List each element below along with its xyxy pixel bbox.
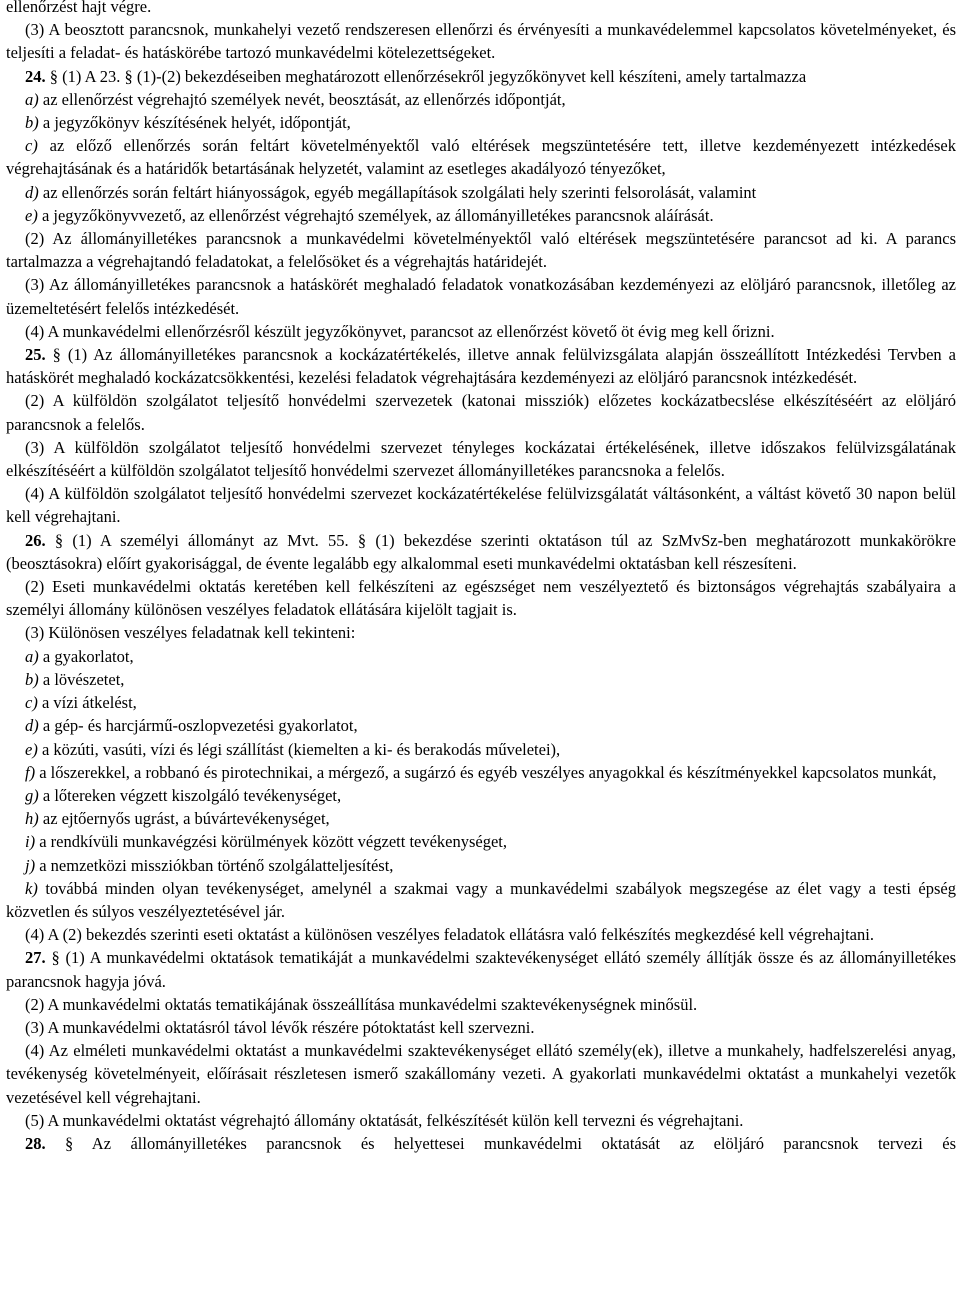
list-item-26-g — [6, 784, 956, 807]
list-marker: a) — [25, 89, 39, 109]
list-text: a jegyzőkönyvvezető, az ellenőrzést végrehajtó személyek, az állományilletékes parancsnok aláírását. — [37, 205, 714, 225]
section-text: (1) A személyi állományt az Mvt. 55. § (1) bekezdése szerinti oktatáson túl az SzMvSz-ben meghatározott munkakörökre (beosztásokra) előírt gyakorisággal, de évente legalább egy alkalommal eseti munkavédelmi oktatásban kell részesíteni. — [6, 530, 956, 573]
list-marker: d) — [25, 716, 39, 736]
list-text: az előző ellenőrzés során feltárt követelményektől való eltérések megszüntetésére tett, illetve kezdeményezett intézkedések végrehajtásának és a határidők betartásának helyzetét, valamint az esetleges akadályozó tényezőket, — [6, 136, 956, 179]
list-item-24-c — [6, 134, 956, 180]
list-marker: a) — [25, 646, 39, 666]
list-item-24-e — [6, 204, 956, 227]
list-item-26-a — [6, 645, 956, 668]
paragraph-27-5: (5) A munkavédelmi oktatást végrehajtó állomány oktatását, felkészítését külön kell tervezni és végrehajtani. — [25, 1110, 744, 1130]
section-text: Az állományilletékes parancsnok és helyettesei munkavédelmi oktatását az elöljáró parancsnok tervezi és — [73, 1133, 956, 1153]
paragraph-continuation: ellenőrzést hajt végre. — [6, 0, 152, 16]
list-marker: c) — [25, 136, 38, 156]
list-text: a lövészetet, — [38, 669, 125, 689]
list-text: az ellenőrzés során feltárt hiányosságok, egyéb megállapítások szolgálati hely szerinti felsorolását, valamint — [38, 182, 757, 202]
list-item-26-d — [6, 714, 956, 737]
list-text: a jegyzőkönyv készítésének helyét, időpontját, — [38, 113, 351, 133]
paragraph-25-2: (2) A külföldön szolgálatot teljesítő honvédelmi szervezetek (katonai missziók) előzetes kockázatbecslése elkészítéséért az elöljáró parancsnok a felelős. — [6, 391, 956, 434]
list-item-26-k — [6, 877, 956, 923]
section-sign: § — [65, 1133, 74, 1153]
section-27-1 — [6, 946, 956, 992]
paragraph-24-4: (4) A munkavédelmi ellenőrzésről készült jegyzőkönyvet, parancsot az ellenőrzést követő öt évig meg kell őrizni. — [25, 321, 775, 341]
paragraph-26-3: (3) Különösen veszélyes feladatnak kell tekinteni: — [25, 623, 356, 643]
section-25-1 — [6, 343, 956, 389]
section-sign: § — [51, 948, 60, 968]
list-item-26-j — [6, 854, 956, 877]
list-text: a lőtereken végzett kiszolgáló tevékenységet, — [38, 785, 342, 805]
paragraph-26-4: (4) A (2) bekezdés szerinti eseti oktatást a különösen veszélyes feladatok ellátásra való felkészítés megkezdésé kell végrehajtani. — [25, 925, 874, 945]
paragraph-27-3: (3) A munkavédelmi oktatásról távol lévők részére pótoktatást kell szervezni. — [25, 1017, 535, 1037]
section-text: (1) A munkavédelmi oktatások tematikáját a munkavédelmi szaktevékenységet ellátó személy állítják össze és az állományilletékes parancsnok hagyja jóvá. — [6, 948, 956, 991]
list-text: a rendkívüli munkavégzési körülmények között végzett tevékenységet, — [35, 832, 508, 852]
section-number: 27. — [25, 948, 46, 968]
list-marker: h) — [25, 809, 39, 829]
list-item-24-b — [6, 111, 956, 134]
list-text: továbbá minden olyan tevékenységet, amelynél a szakmai vagy a munkavédelmi szabályok megszegése az élet vagy a testi épség közvetlen és súlyos veszélyeztetésével jár. — [6, 878, 956, 921]
list-text: a gép- és harcjármű-oszlopvezetési gyakorlatot, — [38, 716, 358, 736]
document-page — [6, 0, 956, 1155]
list-item-26-e — [6, 738, 956, 761]
list-item-26-b — [6, 668, 956, 691]
paragraph-25-4: (4) A külföldön szolgálatot teljesítő honvédelmi szervezet kockázatértékelése felülvizsgálatát váltásonként, a váltást követő 30 napon belül kell végrehajtani. — [6, 484, 956, 527]
list-item-26-i — [6, 830, 956, 853]
list-marker: f) — [25, 762, 36, 782]
paragraph-27-4: (4) Az elméleti munkavédelmi oktatást a munkavédelmi szaktevékenységet ellátó személy(ek), illetve a munkahely, hadfelszerelési anyag, tevékenység követelményeit, előírásait részletesen ismerő szakállomány vezeti. A gyakorlati munkavédelmi oktatást a munkahelyi vezetők vezetésével kell végrehajtani. — [6, 1041, 956, 1107]
list-item-26-c — [6, 691, 956, 714]
list-text: a lőszerekkel, a robbanó és pirotechnikai, a mérgező, a sugárzó és egyéb veszélyes anyagokkal és készítményekkel kapcsolatos munkát, — [35, 762, 937, 782]
list-item-24-a — [6, 88, 956, 111]
paragraph-25-3: (3) A külföldön szolgálatot teljesítő honvédelmi szervezet tényleges kockázatai értékelésének, illetve időszakos felülvizsgálatának elkészítéséért a külföldön szolgálatot teljesítő honvédelmi szervezet állományilletékes parancsnoka a felelős. — [6, 437, 956, 481]
list-marker: e) — [25, 205, 38, 225]
list-item-24-d — [6, 181, 956, 204]
list-text: az ejtőernyős ugrást, a búvártevékenységet, — [38, 809, 330, 829]
section-sign: § — [52, 345, 61, 365]
list-marker: b) — [25, 669, 39, 689]
paragraph-23-3: (3) A beosztott parancsnok, munkahelyi vezető rendszeresen ellenőrzi és érvényesíti a munkavédelemmel kapcsolatos követelményeket, és teljesíti a feladat- és hatáskörébe tartozó munkavédelmi kötelezettségeket. — [6, 20, 956, 63]
list-text: az ellenőrzést végrehajtó személyek nevét, beosztását, az ellenőrzés időpontját, — [38, 89, 566, 109]
paragraph-26-2: (2) Eseti munkavédelmi oktatás keretében kell felkészíteni az egészséget nem veszélyeztető és biztonságos végrehajtás szabályaira a személyi állomány különösen veszélyes feladatok ellátására kijelölt tagjait is. — [6, 577, 956, 620]
section-sign: § — [54, 530, 64, 550]
list-item-26-f — [6, 761, 956, 784]
list-text: a közúti, vasúti, vízi és légi szállítást (kiemelten a ki- és berakodás műveletei), — [37, 739, 561, 759]
section-26-1 — [6, 529, 956, 575]
section-text: (1) A 23. § (1)-(2) bekezdéseiben meghatározott ellenőrzésekről jegyzőkönyvet kell készíteni, amely tartalmazza — [58, 66, 807, 86]
section-number: 28. — [25, 1133, 46, 1153]
list-marker: k) — [25, 878, 38, 898]
section-number: 24. — [25, 66, 46, 86]
list-text: a gyakorlatot, — [38, 646, 134, 666]
list-marker: b) — [25, 113, 39, 133]
list-text: a vízi átkelést, — [37, 693, 137, 713]
section-24-1 — [6, 65, 956, 88]
section-number: 26. — [25, 530, 46, 550]
list-marker: g) — [25, 785, 39, 805]
section-number: 25. — [25, 345, 46, 365]
list-text: a nemzetközi missziókban történő szolgálatteljesítést, — [35, 855, 394, 875]
list-marker: e) — [25, 739, 38, 759]
list-marker: i) — [25, 832, 36, 852]
section-text: (1) Az állományilletékes parancsnok a kockázatértékelés, illetve annak felülvizsgálata alapján összeállított Intézkedési Tervben a hatáskörét meghaladó kockázatcsökkentési, kezelési feladatok végrehajtására kezdeményezi az elöljáró parancsnok intézkedését. — [6, 345, 957, 388]
paragraph-24-3: (3) Az állományilletékes parancsnok a hatáskörét meghaladó feladatok vonatkozásában kezdeményezi az elöljáró parancsnok, illetőleg az üzemeltetésért felelős intézkedését. — [6, 275, 956, 318]
paragraph-24-2: (2) Az állományilletékes parancsnok a munkavédelmi követelményektől való eltérések megszüntetésére parancsot ad ki. A parancs tartalmazza a végrehajtandó feladatokat, a felelősöket és a végrehajtás határidejét. — [6, 229, 956, 272]
section-sign: § — [49, 66, 58, 86]
list-marker: c) — [25, 693, 38, 713]
list-marker: j) — [25, 855, 36, 875]
paragraph-27-2: (2) A munkavédelmi oktatás tematikájának összeállítása munkavédelmi szaktevékenységnek minősül. — [25, 994, 698, 1014]
section-28 — [6, 1132, 956, 1155]
list-item-26-h — [6, 807, 956, 830]
list-marker: d) — [25, 182, 39, 202]
